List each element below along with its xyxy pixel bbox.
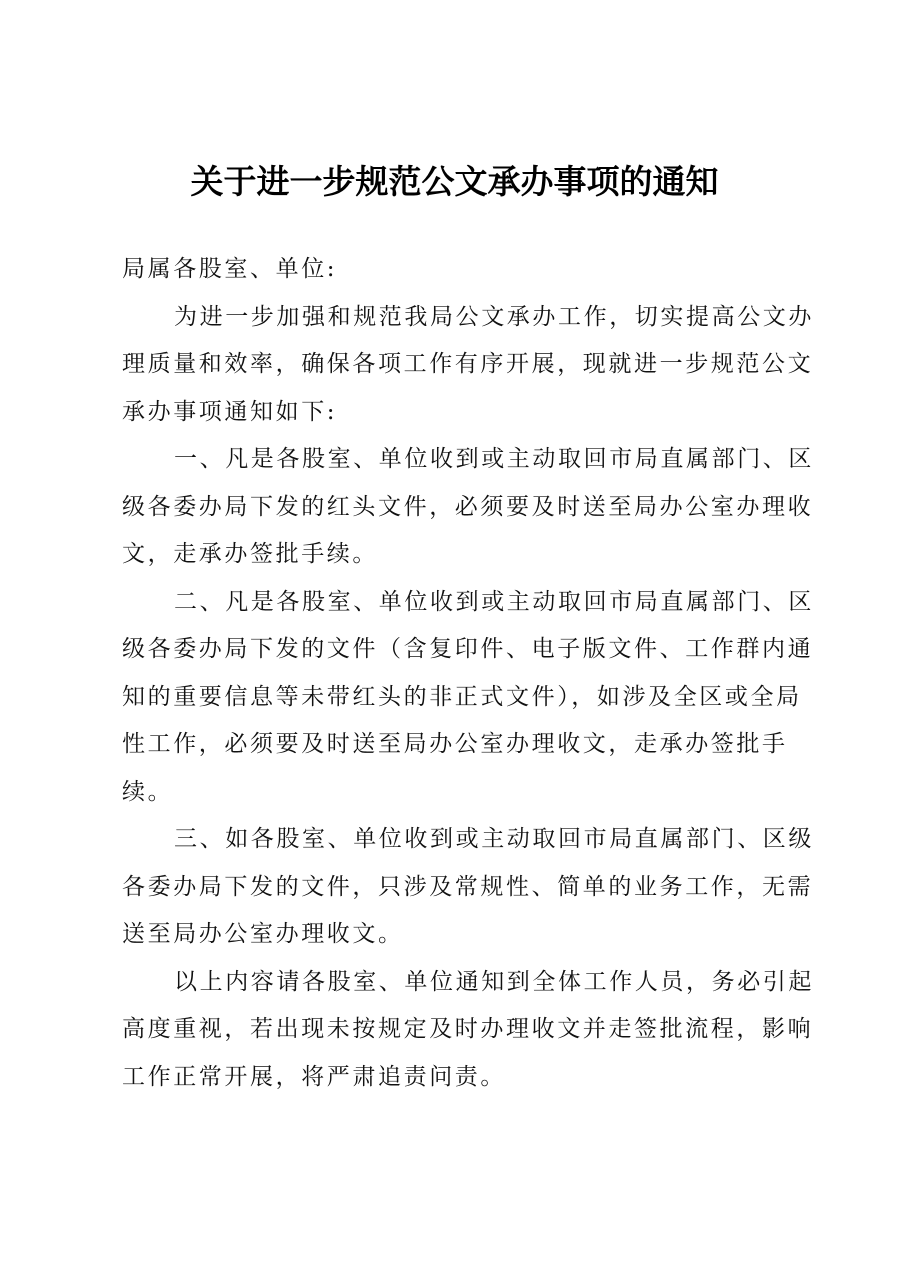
body-line: 送至局办公室办理收文。 xyxy=(122,921,404,947)
body-line: 各委办局下发的文件，只涉及常规性、简单的业务工作，无需 xyxy=(122,873,814,900)
body-line: 性工作，必须要及时送至局办公室办理收文，走承办签批手 xyxy=(122,731,788,757)
body-line: 高度重视，若出现未按规定及时办理收文并走签批流程，影响 xyxy=(122,1016,814,1042)
document-body xyxy=(122,246,814,1101)
body-line: 续。 xyxy=(122,778,174,805)
body-line: 为进一步加强和规范我局公文承办工作，切实提高公文办 xyxy=(174,303,814,330)
salutation: 局属各股室、单位: xyxy=(122,256,338,282)
body-line: 级各委办局下发的文件（含复印件、电子版文件、工作群内通 xyxy=(122,636,814,662)
body-line: 工作正常开展，将严肃追责问责。 xyxy=(122,1063,506,1090)
body-line: 理质量和效率，确保各项工作有序开展，现就进一步规范公文 xyxy=(122,351,814,377)
body-line: 文，走承办签批手续。 xyxy=(122,541,378,567)
body-line: 三、如各股室、单位收到或主动取回市局直属部门、区级 xyxy=(174,826,814,852)
body-line: 承办事项通知如下: xyxy=(122,398,338,425)
body-line: 以上内容请各股室、单位通知到全体工作人员，务必引起 xyxy=(174,968,814,995)
body-line: 知的重要信息等未带红头的非正式文件），如涉及全区或全局 xyxy=(122,683,802,710)
body-line: 二、凡是各股室、单位收到或主动取回市局直属部门、区 xyxy=(174,588,814,615)
document-title: 关于进一步规范公文承办事项的通知 xyxy=(190,162,719,201)
body-line: 级各委办局下发的红头文件，必须要及时送至局办公室办理收 xyxy=(122,493,814,520)
body-line: 一、凡是各股室、单位收到或主动取回市局直属部门、区 xyxy=(174,446,814,472)
